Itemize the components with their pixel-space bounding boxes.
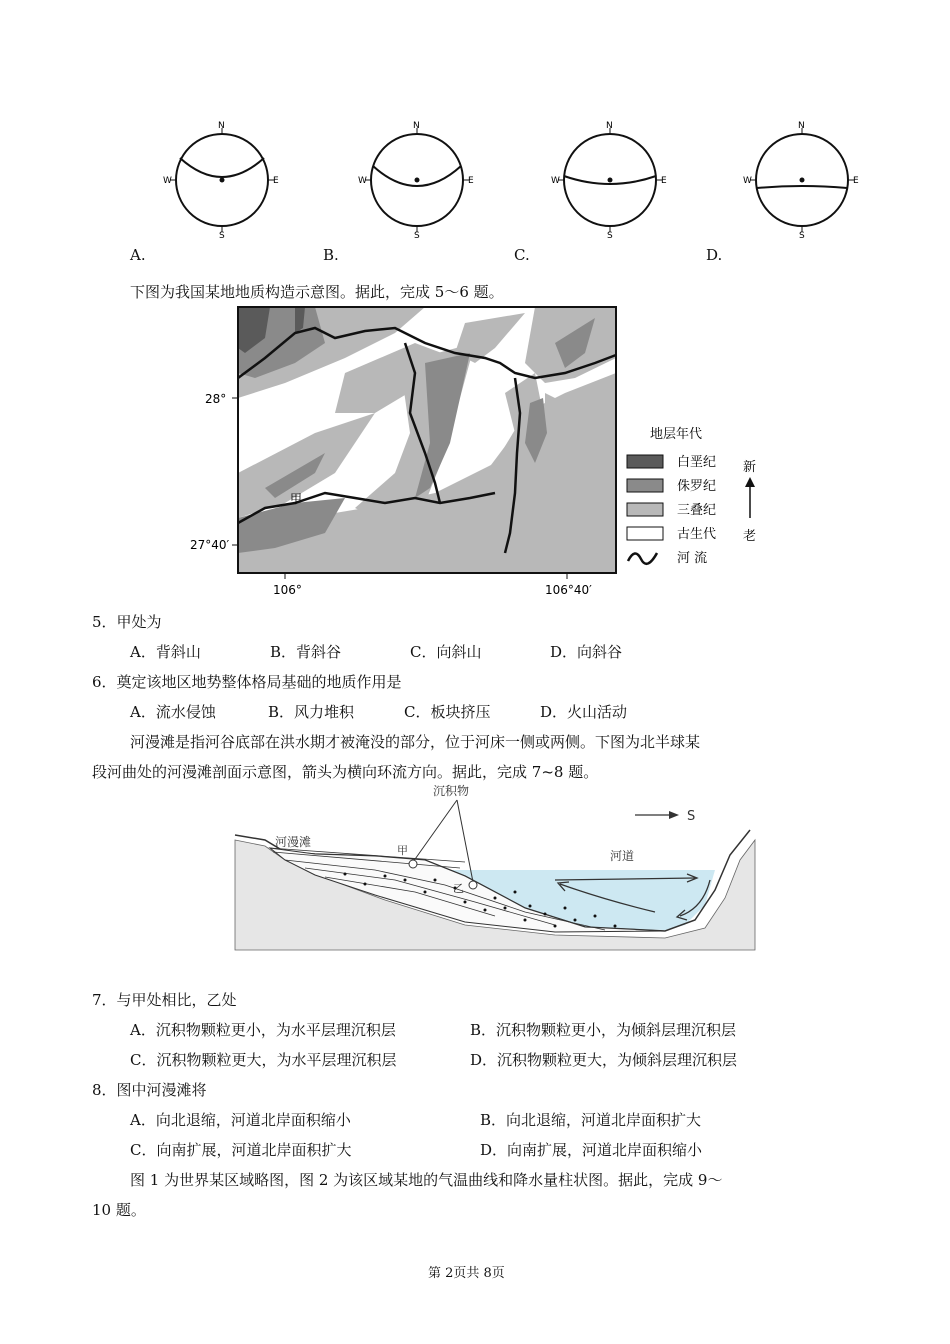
compass-diagram-d [740,118,860,241]
scale-old: 老 [743,529,757,544]
q6-option-a: A．流水侵蚀 [130,703,216,721]
lat-27-40: 27°40′ [190,538,230,552]
compass-s: S [219,231,225,241]
compass-w: W [358,176,367,186]
intro-7-8-line2: 段河曲处的河漫滩剖面示意图，箭头为横向环流方向。据此，完成 7~8 题。 [92,763,599,781]
compass-diagram-b [355,118,475,241]
compass-w: W [743,176,752,186]
lon-106-40: 106°40′ [545,583,592,597]
q7-option-a: A．沉积物颗粒更小，为水平层理沉积层 [130,1021,396,1039]
compass-n: N [606,121,613,131]
sediment-label: 沉积物 [433,784,470,798]
legend-title: 地层年代 [650,427,703,442]
q6-option-b: B．风力堆积 [268,703,355,721]
q5-option-d: D．向斜谷 [550,643,623,661]
compass-e: E [661,176,667,186]
scale-new: 新 [743,460,757,475]
q8-option-b: B．向北退缩，河道北岸面积扩大 [480,1111,702,1129]
lon-106: 106° [273,583,302,597]
compass-s: S [799,231,805,241]
legend-jurassic: 侏罗纪 [677,479,717,494]
q7-option-d: D．沉积物颗粒更大，为倾斜层理沉积层 [470,1051,738,1069]
q5-option-a: A．背斜山 [130,643,201,661]
q5-stem: 5．甲处为 [92,613,162,631]
q7-option-b: B．沉积物颗粒更小，为倾斜层理沉积层 [470,1021,737,1039]
compass-s: S [607,231,613,241]
geologic-map [190,303,765,603]
option-label-a: A. [130,246,146,264]
page-footer: 第 2页共 8页 [428,1266,505,1281]
option-label-c: C. [514,246,530,264]
floodplain-label: 河漫滩 [275,835,312,849]
q8-option-a: A．向北退缩，河道北岸面积缩小 [130,1111,351,1129]
q6-stem: 6．奠定该地区地势整体格局基础的地质作用是 [92,673,402,691]
yi-label: 乙 [453,882,464,895]
direction-s: S [687,809,696,824]
option-label-d: D. [706,246,723,264]
q7-stem: 7．与甲处相比，乙处 [92,991,237,1009]
legend-triassic: 三叠纪 [677,503,717,518]
q5-option-c: C．向斜山 [410,643,482,661]
compass-e: E [273,176,279,186]
compass-w: W [551,176,560,186]
compass-s: S [414,231,420,241]
intro-7-8-line1: 河漫滩是指河谷底部在洪水期才被淹没的部分，位于河床一侧或两侧。下图为北半球某 [130,733,701,751]
q6-option-c: C．板块挤压 [404,703,491,721]
lat-28: 28° [205,392,227,406]
compass-n: N [218,121,225,131]
legend-river: 河 流 [677,551,708,566]
q5-option-b: B．背斜谷 [270,643,342,661]
compass-e: E [468,176,474,186]
place-jia: 甲 [290,492,303,506]
q8-option-d: D．向南扩展，河道北岸面积缩小 [480,1141,703,1159]
compass-n: N [798,121,805,131]
option-label-b: B. [323,246,339,264]
channel-label: 河道 [610,849,635,863]
compass-diagram-a [160,118,280,241]
jia-label: 甲 [397,844,408,857]
floodplain-diagram [225,780,765,950]
legend-paleozoic: 古生代 [677,527,717,542]
legend-cretaceous: 白垩纪 [677,455,717,470]
q6-option-d: D．火山活动 [540,703,628,721]
q8-stem: 8．图中河漫滩将 [92,1081,207,1099]
compass-w: W [163,176,172,186]
compass-n: N [413,121,420,131]
intro-9-10-line1: 图 1 为世界某区域略图，图 2 为该区域某地的气温曲线和降水量柱状图。据此，完成 9～ [130,1171,723,1189]
compass-diagram-c [548,118,668,241]
q7-option-c: C．沉积物颗粒更大，为水平层理沉积层 [130,1051,397,1069]
intro-9-10-line2: 10 题。 [92,1201,146,1219]
compass-e: E [853,176,859,186]
intro-5-6: 下图为我国某地地质构造示意图。据此，完成 5～6 题。 [130,283,504,301]
q8-option-c: C．向南扩展，河道北岸面积扩大 [130,1141,352,1159]
